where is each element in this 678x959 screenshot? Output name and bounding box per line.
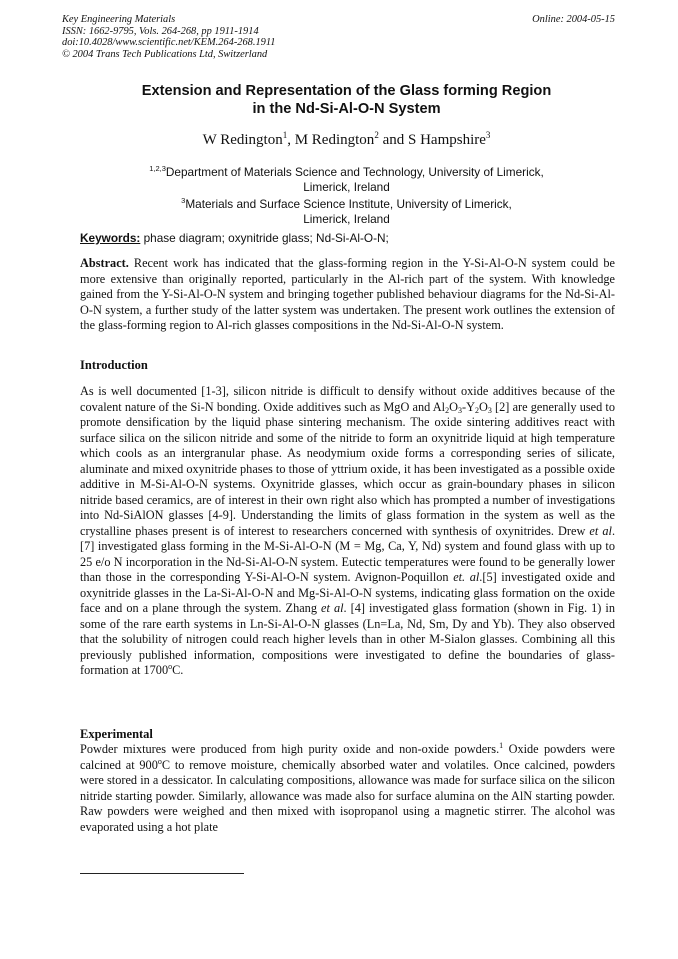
author-list [80, 126, 613, 149]
author-affil-mark: 2 [374, 130, 379, 140]
abstract [80, 256, 615, 334]
section-heading-introduction: Introduction [80, 358, 148, 372]
affiliation-2 [80, 194, 613, 212]
subscript: 3 [487, 405, 492, 415]
footnote-mark: 1 [499, 741, 504, 750]
intro-text: . [7] investigated glass forming in the M-Si-Al-O-N (M = Mg, Ca, Y, Nd) system and found glass with up to 25 e/o N incorporation in the Nd-Si-Al-O-N system. Eutectic temperatures were found to be generally lower than those in the corresponding Y-Si-Al-O-N system. Avignon-Poquillon [80, 523, 616, 584]
abstract-text: Recent work has indicated that the glass-forming region in the Y-Si-Al-O-N system could be more extensive than originally reported, particularly in the Al-rich part of the system. With knowledge gained from the Y-Si-Al-O-N system and bringing together published behaviour diagrams for the Nd-Si-Al-O-N system, a further study of the latter system was undertaken. The present work outlines the extension of the glass-forming region to Al-rich glasses compositions in the Nd-Si-Al-O-N system. [80, 256, 615, 332]
author-separator: and [378, 132, 408, 148]
keywords-label: Keywords: [80, 231, 141, 245]
introduction-paragraph [80, 384, 615, 679]
keywords [80, 231, 615, 245]
journal-header [62, 14, 275, 60]
subscript: 3 [457, 405, 462, 415]
exp-text: C to remove moisture, chemically absorbed water and volatiles. Once calcined, powders were stored in a dessicator. In calculating compositions, allowance was made for surface silica on the silicon nitride starting powder. Similarly, allowance was made also for surface alumina on the AlN starting powder. Raw powders were weighed and then mixed with isopropanol using a magnetic stirrer. The alcohol was evaporated using a hot plate [80, 757, 616, 834]
intro-text: C. [172, 663, 184, 677]
subscript: 2 [445, 405, 450, 415]
exp-text: Oxide powders were calcined at 900 [80, 742, 615, 772]
intro-text: O [478, 399, 488, 414]
affiliation-text: Materials and Surface Science Institute, University of Limerick, [185, 197, 512, 212]
intro-text: [2] are generally used to promote densification by the liquid phase sintering mechanism. The oxide sintering additives react with surface silica on the silicon nitride and some of the nitride to form an oxynitride liquid at high temperature which cools as an intergranular phase. As neodymium oxide forms a corresponding series of silicate, aluminate and mixed oxynitride phases to those of yttrium oxide, it has been investigated as a possible oxide additive in M-Si-Al-O-N systems. Oxynitride glasses, which occur as grain-boundary phases in silicon nitride based ceramics, are of interest in their own right also which has prompted a number of investigations into Nd-SiAlON glasses [4-9]. Understanding the limits of glass formation in the system as well as the crystalline phases present is of interest to researchers concerned with synthesis of oxynitrides. Drew [80, 399, 616, 538]
affiliations [80, 162, 613, 226]
abstract-label: Abstract. [80, 256, 129, 270]
section-heading-experimental: Experimental [80, 727, 153, 741]
title-line-1: Extension and Representation of the Glass forming Region [141, 83, 552, 99]
copyright-line: © 2004 Trans Tech Publications Ltd, Switzerland [62, 48, 268, 60]
paper-title [80, 82, 613, 118]
intro-text: O [449, 399, 458, 414]
author-affil-mark: 1 [282, 130, 288, 140]
subscript: 2 [474, 405, 479, 415]
degree-mark: o [168, 662, 173, 671]
affiliation-1 [80, 162, 613, 180]
title-line-2: in the Nd-Si-Al-O-N System [252, 101, 441, 117]
author-name: W Redington [202, 132, 283, 148]
affiliation-city: Limerick, Ireland [303, 179, 390, 194]
issn-line: ISSN: 1662-9795, Vols. 264-268, pp 1911-1914 [62, 25, 259, 37]
degree-mark: o [157, 756, 162, 766]
intro-text: . [4] investigated glass formation (shown in Fig. 1) in some of the rare earth systems in Ln-Si-Al-O-N glasses (Ln=La, Nd, Sm, Dy and Yb). They also observed that the solubility of nitrogen could reach higher levels than in other M-Sialon glasses. Combining all this previously published information, compositions were investigated to define the boundaries of glass-formation at 1700 [80, 601, 615, 677]
affiliation-mark: 1,2,3 [149, 164, 166, 173]
doi-line: doi:10.4028/www.scientific.net/KEM.264-268.1911 [62, 37, 276, 49]
et-al: et. al [453, 570, 480, 584]
author-affil-mark: 3 [485, 130, 491, 140]
author-name: S Hampshire [407, 132, 486, 148]
author-name: M Redington [294, 132, 375, 148]
keywords-text: phase diagram; oxynitride glass; Nd-Si-Al-O-N; [140, 231, 389, 245]
affiliation-mark: 3 [181, 196, 186, 206]
journal-name: Key Engineering Materials [62, 14, 176, 25]
affiliation-text: Department of Materials Science and Technology, University of Limerick, [165, 164, 544, 179]
et-al: et al [321, 601, 344, 615]
intro-text: As is well documented [1-3], silicon nitride is difficult to densify without oxide additives because of the covalent nature of the Si-N bonding. Oxide additives such as MgO and Al [80, 384, 615, 414]
intro-text: .[5] investigated oxide and oxynitride glasses in the La-Si-Al-O-N and Mg-Si-Al-O-N systems, indicating glass formation on the oxide face and on a plane through the system. Zhang [80, 570, 615, 615]
online-date: Online: 2004-05-15 [532, 14, 615, 25]
affiliation-city: Limerick, Ireland [303, 211, 390, 226]
et-al: et al [589, 523, 612, 538]
experimental-paragraph [80, 742, 615, 835]
footnote-separator [80, 873, 244, 874]
exp-text: Powder mixtures were produced from high purity oxide and non-oxide powders. [80, 742, 500, 756]
intro-text: -Y [461, 399, 475, 414]
author-separator: , [287, 132, 295, 148]
